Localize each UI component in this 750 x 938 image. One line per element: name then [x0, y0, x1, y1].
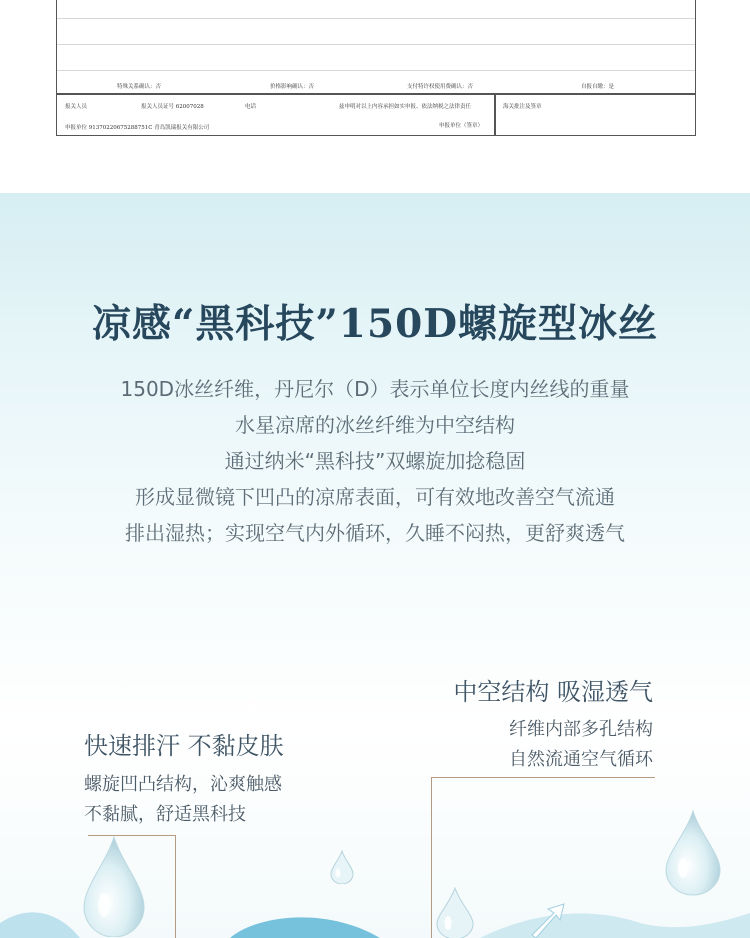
feature-left-title: 快速排汗 不黏皮肤 — [84, 732, 284, 760]
wave-decoration — [0, 883, 750, 938]
feature-left-line: 螺旋凹凸结构，沁爽触感 — [84, 774, 282, 795]
declarant-cert: 报关人员证号 62007028 — [141, 104, 204, 110]
customs-note: 海关批注及签章 — [503, 104, 542, 110]
water-drop-icon — [330, 850, 354, 884]
price-impact-field: 价格影响确认：否 — [270, 84, 315, 90]
form-rule — [57, 18, 695, 19]
form-rule — [57, 44, 695, 45]
declaration-statement: 兹申明对以上内容承担如实申报、依法纳税之法律责任 — [339, 104, 472, 110]
royalty-field: 支付特许权使用费确认：否 — [407, 84, 474, 90]
document-area — [0, 0, 750, 193]
headline: 凉感“黑科技”150D螺旋型冰丝 — [91, 301, 659, 347]
unit-seal: 申报单位（签章） — [439, 123, 484, 129]
paragraph-line: 水星凉席的冰丝纤维为中空结构 — [235, 413, 515, 437]
form-divider — [494, 93, 496, 135]
phone-label: 电话 — [245, 104, 257, 110]
feature-right-line: 纤维内部多孔结构 — [509, 719, 653, 740]
self-declare-field: 自报自缴：是 — [581, 84, 615, 90]
paragraph-line: 通过纳米“黑科技”双螺旋加捻稳固 — [224, 449, 526, 473]
customs-declaration-form — [56, 0, 696, 136]
paragraph-line: 150D冰丝纤维，丹尼尔（D）表示单位长度内丝线的重量 — [120, 377, 630, 401]
paragraph-line: 形成显微镜下凹凸的凉席表面，可有效地改善空气流通 — [135, 485, 615, 509]
feature-left-line: 不黏腻，舒适黑科技 — [84, 804, 246, 825]
arrow-up-right-icon — [528, 901, 568, 938]
declarant-label: 报关人员 — [65, 104, 88, 110]
feature-right-line: 自然流通空气循环 — [509, 749, 653, 770]
paragraph-line: 排出湿热；实现空气内外循环，久睡不闷热，更舒爽透气 — [125, 521, 625, 545]
promo-section — [0, 193, 750, 938]
form-rule — [57, 70, 695, 71]
special-relation-field: 特殊关系确认：否 — [117, 84, 162, 90]
form-rule — [57, 93, 695, 95]
feature-right-title: 中空结构 吸湿透气 — [453, 678, 653, 706]
declaring-unit: 申报单位 91370220675288751C 青岛凯瑞报关有限公司 — [65, 125, 210, 131]
